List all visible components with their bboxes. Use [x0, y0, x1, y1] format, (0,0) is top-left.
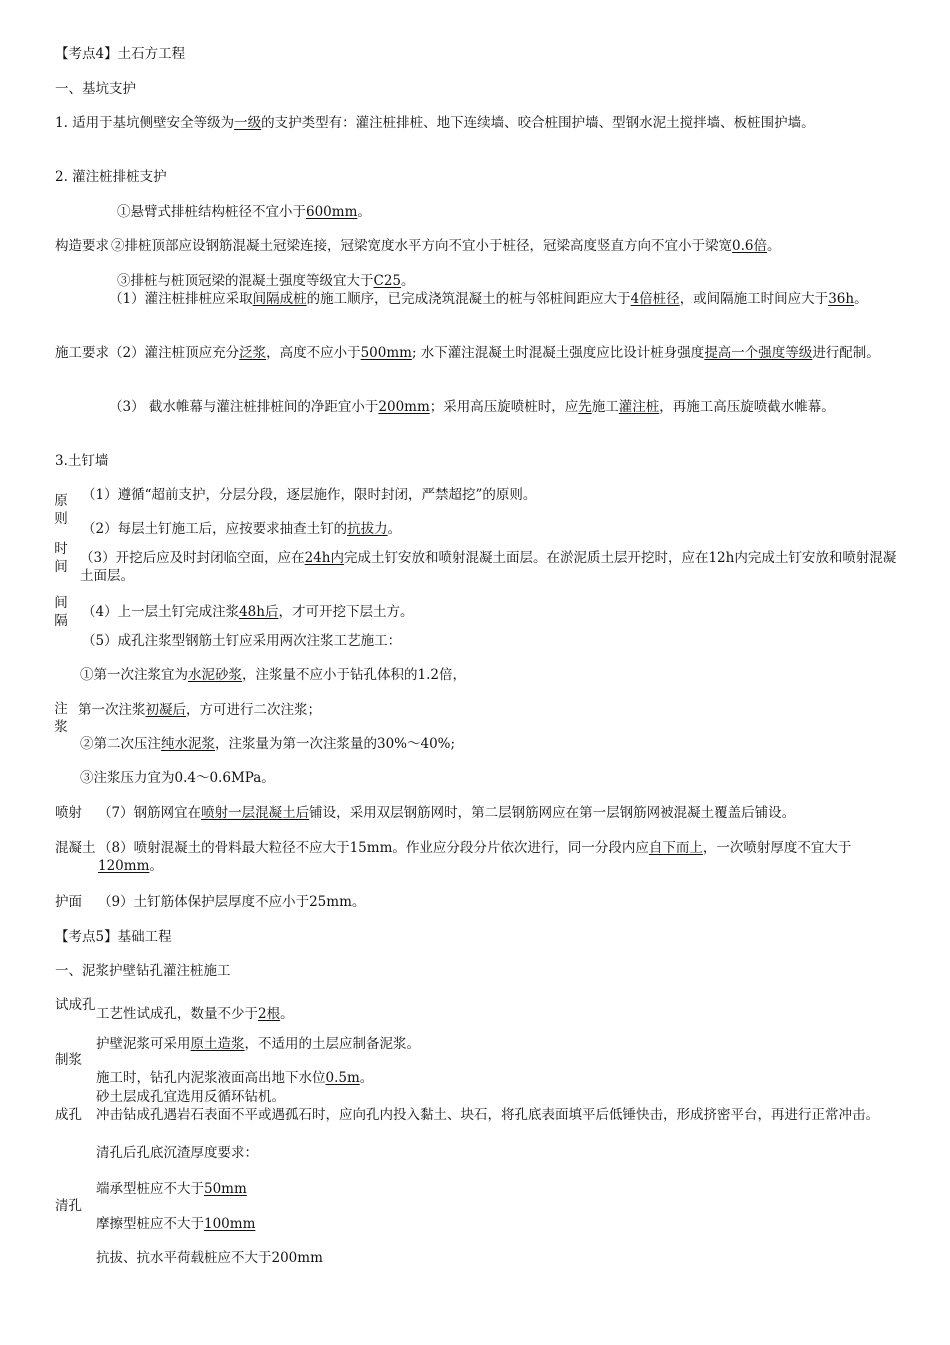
soil-item-4: （4）上一层土钉完成注浆48h后，才可开挖下层土方。	[82, 604, 414, 620]
section-title-kp5: 【考点5】基础工程	[55, 929, 172, 945]
label-principle: 原则	[54, 493, 68, 528]
label-spraying: 喷射	[55, 805, 82, 821]
soil-item-3: （3）开挖后应及时封闭临空面，应在24h内完成土钉安放和喷射混凝土面层。在淤泥质土层开挖时，应在12h内完成土钉安放和喷射混凝土面层。	[80, 550, 897, 584]
label-construction-requirements: 构造要求	[55, 238, 109, 254]
para-applicable-types: 1. 适用于基坑侧壁安全等级为一级的支护类型有：灌注桩排桩、地下连续墙、咬合桩围护墙、型钢水泥土搅拌墙、板桩围护墙。	[55, 115, 815, 131]
pile-row-3: 施工时，钻孔内泥浆液面高出地下水位0.5m。	[96, 1070, 374, 1086]
soil-item-5b: 第一次注浆初凝后，方可进行二次注浆；	[78, 702, 321, 718]
pile-row-6: 清孔后孔底沉渣厚度要求：	[96, 1145, 258, 1161]
label-time: 时间	[54, 541, 68, 576]
soil-item-9: （9）土钉筋体保护层厚度不应小于25mm。	[98, 894, 366, 910]
heading-bored-pile-construction: 一、泥浆护壁钻孔灌注桩施工	[55, 963, 231, 979]
pile-row-8: 摩擦型桩应不大于100mm	[96, 1216, 256, 1232]
label-construction-execution: 施工要求	[55, 345, 109, 361]
label-interval: 间隔	[54, 595, 68, 630]
pile-row-1: 工艺性试成孔，数量不少于2根。	[96, 1006, 294, 1022]
pile-row-2: 护壁泥浆可采用原土造浆，不适用的土层应制备泥浆。	[96, 1036, 420, 1052]
shigong-item-1: （1）灌注桩排桩应采取间隔成桩的施工顺序，已完成浇筑混凝土的桩与邻桩间距应大于4倍桩径，或间隔施工时间应大于36h。	[109, 291, 868, 307]
shigong-item-2: （2）灌注桩顶应充分泛浆，高度不应小于500mm; 水下灌注混凝土时混凝土强度应比设计桩身强度提高一个强度等级进行配制。	[109, 345, 880, 361]
soil-item-5d: ③注浆压力宜为0.4～0.6MPa。	[80, 770, 275, 786]
soil-item-8: （8）喷射混凝土的骨料最大粒径不应大于15mm。作业应分段分片依次进行，同一分段内应自下而上，一次喷射厚度不宜大于120mm。	[98, 840, 852, 874]
soil-item-1: （1）遵循“超前支护，分层分段，逐层施作，限时封闭，严禁超挖”的原则。	[82, 487, 537, 503]
label-grouting: 注浆	[54, 701, 68, 736]
label-hole-forming: 成孔	[55, 1107, 82, 1123]
pile-row-4: 砂土层成孔宜选用反循环钻机。	[96, 1089, 285, 1105]
label-hole-cleaning: 清孔	[55, 1198, 82, 1214]
gouzao-item-2: ②排桩顶部应设钢筋混凝土冠梁连接，冠梁宽度水平方向不宜小于桩径，冠梁高度竖直方向不宜小于梁宽0.6倍。	[111, 238, 781, 254]
pile-row-7: 端承型桩应不大于50mm	[96, 1181, 247, 1197]
label-facing: 护面	[55, 894, 82, 910]
heading-foundation-pit-support: 一、基坑支护	[55, 81, 136, 97]
section-title-kp4: 【考点4】土石方工程	[55, 46, 186, 62]
label-slurry: 制浆	[55, 1052, 82, 1068]
shigong-item-3: （3） 截水帷幕与灌注桩排桩间的净距宜小于200mm；采用高压旋喷桩时，应先施工灌注桩，再施工高压旋喷截水帷幕。	[109, 399, 835, 415]
heading-soil-nail-wall: 3.土钉墙	[55, 453, 109, 469]
soil-item-2: （2）每层土钉施工后，应按要求抽查土钉的抗拔力。	[82, 521, 402, 537]
soil-item-5c: ②第二次压注纯水泥浆，注浆量为第一次注浆量的30%～40%;	[80, 736, 456, 752]
gouzao-item-3: ③排桩与桩顶冠梁的混凝土强度等级宜大于C25。	[117, 273, 415, 289]
heading-bored-pile-support: 2. 灌注桩排桩支护	[55, 169, 167, 185]
label-concrete: 混凝土	[55, 840, 96, 856]
pile-row-5: 冲击钻成孔遇岩石表面不平或遇孤石时，应向孔内投入黏土、块石，将孔底表面填平后低锤快击，形成挤密平台，再进行正常冲击。	[96, 1107, 879, 1123]
label-trial-hole: 试成孔	[55, 997, 96, 1013]
gouzao-item-1: ①悬臂式排桩结构桩径不宜小于600mm。	[117, 204, 371, 220]
pile-row-9: 抗拔、抗水平荷载桩应不大于200mm	[96, 1250, 323, 1266]
soil-item-7: （7）钢筋网宜在喷射一层混凝土后铺设，采用双层钢筋网时，第二层钢筋网应在第一层钢筋网被混凝土覆盖后铺设。	[98, 805, 796, 821]
soil-item-5: （5）成孔注浆型钢筋土钉应采用两次注浆工艺施工：	[82, 633, 402, 649]
soil-item-5a: ①第一次注浆宜为水泥砂浆，注浆量不应小于钻孔体积的1.2倍，	[80, 667, 466, 683]
